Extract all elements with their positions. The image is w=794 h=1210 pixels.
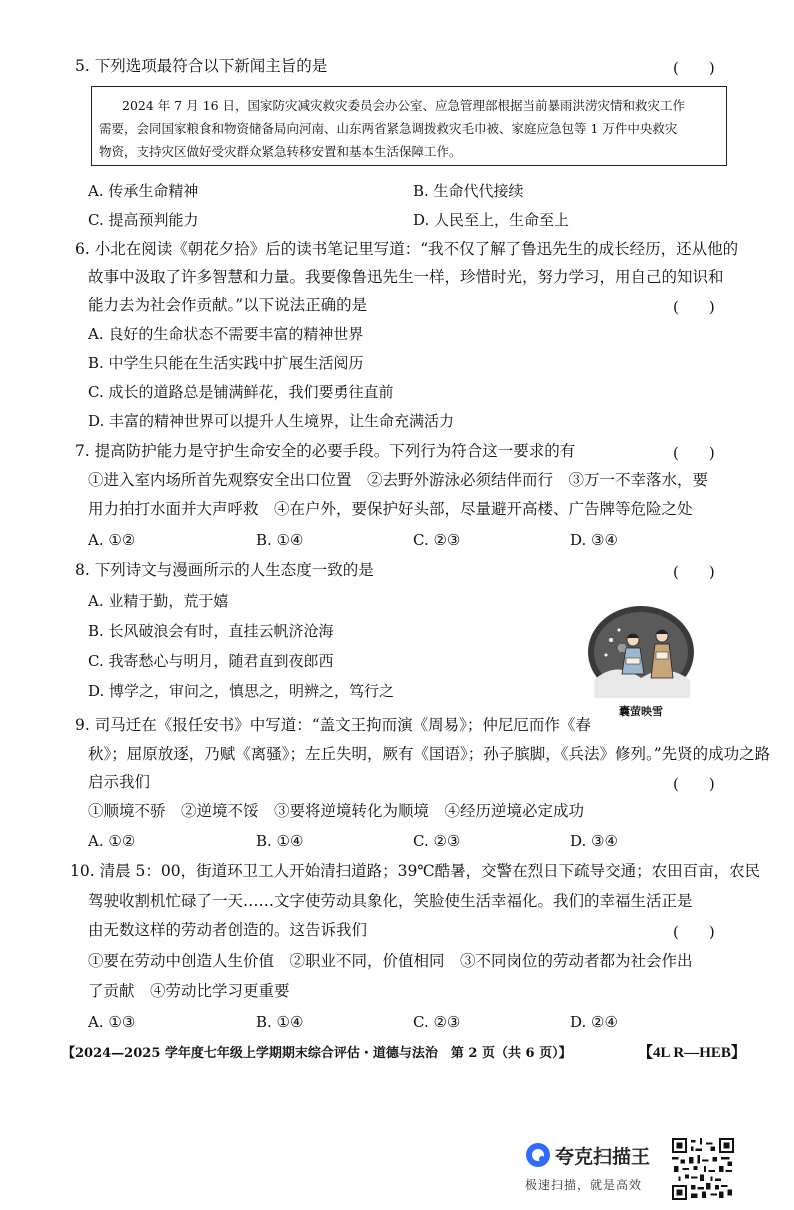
q9-option-d: D. ③④ bbox=[570, 832, 618, 850]
q8-option-a: A. 业精于勤，荒于嬉 bbox=[88, 592, 229, 610]
q7-option-c: C. ②③ bbox=[413, 531, 461, 549]
q10-stem-line-1: 10. 清晨 5：00，街道环卫工人开始清扫道路；39℃酷暑，交警在烈日下疏导交通；农田百亩，农民 bbox=[70, 862, 761, 880]
q8-stem: 8. 下列诗文与漫画所示的人生态度一致的是 bbox=[75, 561, 374, 579]
q7-option-b: B. ①④ bbox=[256, 531, 304, 549]
q8-option-c: C. 我寄愁心与明月，随君直到夜郎西 bbox=[88, 652, 334, 670]
q9-stem-line-3: 启示我们 bbox=[88, 773, 151, 791]
paper-code: 【4L R—HEB】 bbox=[638, 1045, 746, 1061]
q5-news-line-1: 2024 年 7 月 16 日，国家防灾减灾救灾委员会办公室、应急管理部根据当前暴雨洪涝灾情和救灾工作 bbox=[122, 98, 686, 113]
scanner-watermark bbox=[525, 1138, 665, 1198]
q9-answer-paren: ( ) bbox=[673, 775, 715, 793]
qr-code-icon bbox=[672, 1138, 734, 1200]
q7-items-line-1: ①进入室内场所首先观察安全出口位置 ②去野外游泳必须结伴而行 ③万一不幸落水，要 bbox=[88, 471, 709, 489]
q10-items-line-1: ①要在劳动中创造人生价值 ②职业不同，价值相同 ③不同岗位的劳动者都为社会作出 bbox=[88, 952, 693, 970]
q9-stem-line-1: 9. 司马迁在《报任安书》中写道：“盖文王拘而演《周易》；仲尼厄而作《春 bbox=[75, 716, 591, 734]
q5-news-line-2: 需要，会同国家粮食和物资储备局向河南、山东两省紧急调拨救灾毛巾被、家庭应急包等 1 万件中央救灾 bbox=[99, 121, 678, 136]
q10-option-b: B. ①④ bbox=[256, 1013, 304, 1031]
q9-option-c: C. ②③ bbox=[413, 832, 461, 850]
q6-option-c: C. 成长的道路总是铺满鲜花，我们要勇往直前 bbox=[88, 383, 394, 401]
q9-option-b: B. ①④ bbox=[256, 832, 304, 850]
q9-items: ①顺境不骄 ②逆境不馁 ③要将逆境转化为顺境 ④经历逆境必定成功 bbox=[88, 802, 585, 820]
brand-subtitle: 极速扫描，就是高效 bbox=[525, 1178, 643, 1192]
q10-stem-line-2: 驾驶收割机忙碌了一天……文字使劳动具象化，笑脸使生活幸福化。我们的幸福生活正是 bbox=[88, 892, 693, 910]
q10-option-c: C. ②③ bbox=[413, 1013, 461, 1031]
q6-stem-line-3: 能力去为社会作贡献。”以下说法正确的是 bbox=[88, 296, 368, 314]
q8-option-d: D. 博学之，审问之，慎思之，明辨之，笃行之 bbox=[88, 682, 395, 700]
q6-option-a: A. 良好的生命状态不需要丰富的精神世界 bbox=[88, 325, 364, 343]
q5-stem: 5. 下列选项最符合以下新闻主旨的是 bbox=[75, 57, 328, 75]
q10-stem-line-3: 由无数这样的劳动者创造的。这告诉我们 bbox=[88, 921, 368, 939]
q6-stem-line-2: 故事中汲取了许多智慧和力量。我要像鲁迅先生一样，珍惜时光，努力学习，用自己的知识和 bbox=[88, 268, 724, 286]
q8-answer-paren: ( ) bbox=[673, 563, 715, 581]
q7-stem: 7. 提高防护能力是守护生命安全的必要手段。下列行为符合这一要求的有 bbox=[75, 442, 576, 460]
q6-option-b: B. 中学生只能在生活实践中扩展生活阅历 bbox=[88, 354, 364, 372]
brand-title: 夸克扫描王 bbox=[555, 1146, 651, 1168]
q10-answer-paren: ( ) bbox=[673, 923, 715, 941]
q10-option-a: A. ①③ bbox=[88, 1013, 136, 1031]
q5-option-b: B. 生命代代接续 bbox=[413, 182, 524, 200]
q6-option-d: D. 丰富的精神世界可以提升人生境界，让生命充满活力 bbox=[88, 412, 455, 430]
q7-items-line-2: 用力拍打水面并大声呼救 ④在户外，要保护好头部，尽量避开高楼、广告牌等危险之处 bbox=[88, 500, 693, 518]
q5-news-line-3: 物资，支持灾区做好受灾群众紧急转移安置和基本生活保障工作。 bbox=[99, 144, 462, 159]
q7-option-d: D. ③④ bbox=[570, 531, 618, 549]
q7-option-a: A. ①② bbox=[88, 531, 136, 549]
q6-answer-paren: ( ) bbox=[673, 298, 715, 316]
q9-stem-line-2: 秋》；屈原放逐，乃赋《离骚》；左丘失明，厥有《国语》；孙子膑脚，《兵法》修列。”先贤的成功之路 bbox=[88, 745, 771, 763]
q8-option-b: B. 长风破浪会有时，直挂云帆济沧海 bbox=[88, 622, 334, 640]
q5-option-d: D. 人民至上，生命至上 bbox=[413, 211, 570, 229]
q5-option-c: C. 提高预判能力 bbox=[88, 211, 199, 229]
comic-illustration bbox=[586, 600, 696, 700]
q10-option-d: D. ②④ bbox=[570, 1013, 618, 1031]
q7-answer-paren: ( ) bbox=[673, 444, 715, 462]
quark-logo-icon bbox=[525, 1142, 551, 1168]
comic-caption: 囊萤映雪 bbox=[619, 705, 663, 718]
page-footer: 【2024—2025 学年度七年级上学期期末综合评估・道德与法治 第 2 页（共 6 页）】 bbox=[62, 1046, 572, 1061]
q6-stem-line-1: 6. 小北在阅读《朝花夕拾》后的读书笔记里写道：“我不仅了解了鲁迅先生的成长经历，还从他的 bbox=[75, 240, 739, 258]
q5-answer-paren: ( ) bbox=[673, 59, 715, 77]
q5-option-a: A. 传承生命精神 bbox=[88, 182, 199, 200]
q10-items-line-2: 了贡献 ④劳动比学习更重要 bbox=[88, 982, 290, 1000]
q9-option-a: A. ①② bbox=[88, 832, 136, 850]
